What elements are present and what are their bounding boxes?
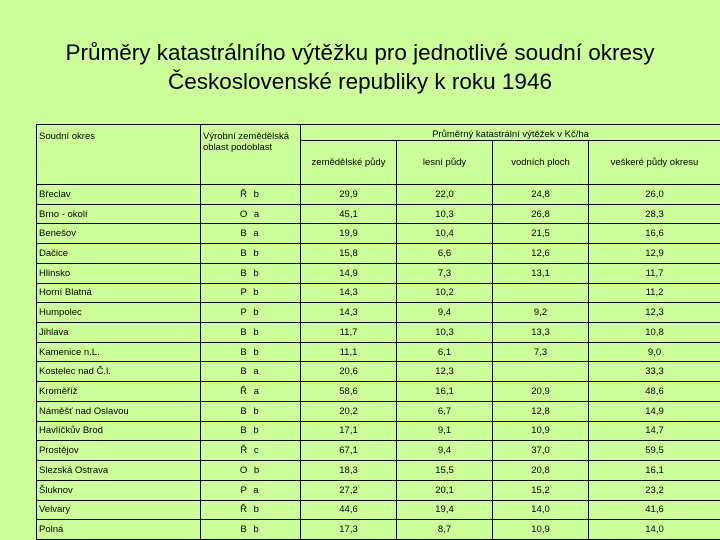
table-row — [37, 185, 720, 205]
cell-oblast: O a — [201, 204, 301, 224]
cell-okres: Šluknov — [37, 480, 201, 500]
table-row — [37, 421, 720, 441]
table-row — [37, 520, 720, 540]
header-group: Průměrný katastrální výtěžek v Kč/ha — [301, 125, 720, 141]
cell-vse: 33,3 — [589, 362, 720, 382]
cell-vse: 14,0 — [589, 520, 720, 540]
table-row — [37, 204, 720, 224]
cell-les: 9,4 — [397, 441, 493, 461]
cell-vse: 16,1 — [589, 461, 720, 481]
cell-oblast: B b — [201, 421, 301, 441]
cell-les: 9,4 — [397, 303, 493, 323]
cell-okres: Jihlava — [37, 323, 201, 343]
cell-vse: 28,3 — [589, 204, 720, 224]
cell-vod: 12,8 — [493, 401, 589, 421]
cell-okres: Hlinsko — [37, 263, 201, 283]
cell-les: 6,6 — [397, 244, 493, 264]
cell-vod: 13,3 — [493, 323, 589, 343]
table-row — [37, 263, 720, 283]
table-row — [37, 382, 720, 402]
cell-oblast: B a — [201, 224, 301, 244]
cell-zem: 18,3 — [301, 461, 397, 481]
cell-vod: 24,8 — [493, 185, 589, 205]
table-row — [37, 480, 720, 500]
title-line-1: Průměry katastrálního výtěžku pro jednotlivé soudní okresy — [65, 40, 655, 65]
header-vse: veškeré půdy okresu — [589, 141, 720, 185]
cell-vse: 9,0 — [589, 342, 720, 362]
cell-les: 15,5 — [397, 461, 493, 481]
cell-les: 20,1 — [397, 480, 493, 500]
cell-zem: 27,2 — [301, 480, 397, 500]
cell-vse: 10,8 — [589, 323, 720, 343]
cell-oblast: B b — [201, 323, 301, 343]
table-row — [37, 441, 720, 461]
cell-vse: 48,6 — [589, 382, 720, 402]
table-row — [37, 401, 720, 421]
cell-vod: 26,8 — [493, 204, 589, 224]
cell-zem: 17,3 — [301, 520, 397, 540]
cell-zem: 17,1 — [301, 421, 397, 441]
cell-okres: Kostelec nad Č.l. — [37, 362, 201, 382]
cell-oblast: Ř a — [201, 382, 301, 402]
cell-vod: 20,9 — [493, 382, 589, 402]
table-row — [37, 244, 720, 264]
cell-vod: 9,2 — [493, 303, 589, 323]
cell-vse: 11,7 — [589, 263, 720, 283]
cell-les: 10,3 — [397, 323, 493, 343]
cell-oblast: P a — [201, 480, 301, 500]
cell-okres: Polná — [37, 520, 201, 540]
cell-oblast: Ř b — [201, 185, 301, 205]
table-row — [37, 500, 720, 520]
cell-okres: Dačice — [37, 244, 201, 264]
cell-okres: Benešov — [37, 224, 201, 244]
cell-oblast: B b — [201, 520, 301, 540]
cell-okres: Horní Blatná — [37, 283, 201, 303]
cell-okres: Kamenice n.L. — [37, 342, 201, 362]
header-les: lesní půdy — [397, 141, 493, 185]
cell-vse: 16,6 — [589, 224, 720, 244]
cell-les: 22,0 — [397, 185, 493, 205]
cell-zem: 58,6 — [301, 382, 397, 402]
cell-vse: 14,9 — [589, 401, 720, 421]
cell-les: 12,3 — [397, 362, 493, 382]
cell-okres: Velvary — [37, 500, 201, 520]
table-row — [37, 303, 720, 323]
cell-zem: 11,1 — [301, 342, 397, 362]
cell-vod: 14,0 — [493, 500, 589, 520]
cell-oblast: B b — [201, 342, 301, 362]
cell-vod — [493, 362, 589, 382]
cell-vod: 7,3 — [493, 342, 589, 362]
header-oblast: Výrobní zemědělská oblast podoblast — [201, 125, 301, 185]
cell-vse: 23,2 — [589, 480, 720, 500]
header-okres: Soudní okres — [37, 125, 201, 185]
cell-zem: 29,9 — [301, 185, 397, 205]
cell-oblast: O b — [201, 461, 301, 481]
cell-zem: 67,1 — [301, 441, 397, 461]
cell-vod: 10,9 — [493, 520, 589, 540]
cell-oblast: P b — [201, 283, 301, 303]
cell-zem: 14,9 — [301, 263, 397, 283]
cell-okres: Břeclav — [37, 185, 201, 205]
cell-zem: 19,9 — [301, 224, 397, 244]
cell-vod: 21,5 — [493, 224, 589, 244]
title-line-2: Československé republiky k roku 1946 — [168, 69, 552, 94]
cell-vse: 12,3 — [589, 303, 720, 323]
cell-oblast: B b — [201, 263, 301, 283]
cell-okres: Brno - okolí — [37, 204, 201, 224]
slide-title — [0, 38, 720, 96]
cell-vse: 12,9 — [589, 244, 720, 264]
cell-vse: 41,6 — [589, 500, 720, 520]
cell-vse: 11,2 — [589, 283, 720, 303]
header-row-1 — [37, 125, 720, 141]
yield-table — [36, 124, 720, 540]
cell-zem: 14,3 — [301, 303, 397, 323]
cell-oblast: B b — [201, 401, 301, 421]
cell-oblast: Ř b — [201, 500, 301, 520]
table-row — [37, 342, 720, 362]
cell-vse: 26,0 — [589, 185, 720, 205]
cell-oblast: B b — [201, 244, 301, 264]
cell-les: 16,1 — [397, 382, 493, 402]
cell-zem: 15,8 — [301, 244, 397, 264]
cell-les: 10,3 — [397, 204, 493, 224]
cell-oblast: Ř c — [201, 441, 301, 461]
cell-okres: Slezská Ostrava — [37, 461, 201, 481]
cell-okres: Humpolec — [37, 303, 201, 323]
cell-vod — [493, 283, 589, 303]
cell-vod: 13,1 — [493, 263, 589, 283]
cell-les: 10,2 — [397, 283, 493, 303]
cell-les: 6,7 — [397, 401, 493, 421]
cell-vod: 12,6 — [493, 244, 589, 264]
cell-zem: 14,3 — [301, 283, 397, 303]
cell-les: 7,3 — [397, 263, 493, 283]
cell-oblast: P b — [201, 303, 301, 323]
cell-oblast: B a — [201, 362, 301, 382]
cell-okres: Náměšť nad Oslavou — [37, 401, 201, 421]
cell-vse: 14,7 — [589, 421, 720, 441]
cell-zem: 11,7 — [301, 323, 397, 343]
table-row — [37, 461, 720, 481]
cell-vod: 20,8 — [493, 461, 589, 481]
table-row — [37, 362, 720, 382]
cell-les: 19,4 — [397, 500, 493, 520]
table-row — [37, 224, 720, 244]
cell-vod: 10,9 — [493, 421, 589, 441]
cell-okres: Prostějov — [37, 441, 201, 461]
cell-vod: 15,2 — [493, 480, 589, 500]
header-vod: vodních ploch — [493, 141, 589, 185]
cell-les: 8,7 — [397, 520, 493, 540]
cell-zem: 45,1 — [301, 204, 397, 224]
cell-zem: 44,6 — [301, 500, 397, 520]
cell-vod: 37,0 — [493, 441, 589, 461]
cell-les: 10,4 — [397, 224, 493, 244]
header-zem: zemědělské půdy — [301, 141, 397, 185]
cell-zem: 20,2 — [301, 401, 397, 421]
cell-les: 9,1 — [397, 421, 493, 441]
cell-okres: Havlíčkův Brod — [37, 421, 201, 441]
cell-okres: Kroměříž — [37, 382, 201, 402]
table-row — [37, 283, 720, 303]
cell-zem: 20,6 — [301, 362, 397, 382]
table-row — [37, 323, 720, 343]
cell-les: 6,1 — [397, 342, 493, 362]
cell-vse: 59,5 — [589, 441, 720, 461]
